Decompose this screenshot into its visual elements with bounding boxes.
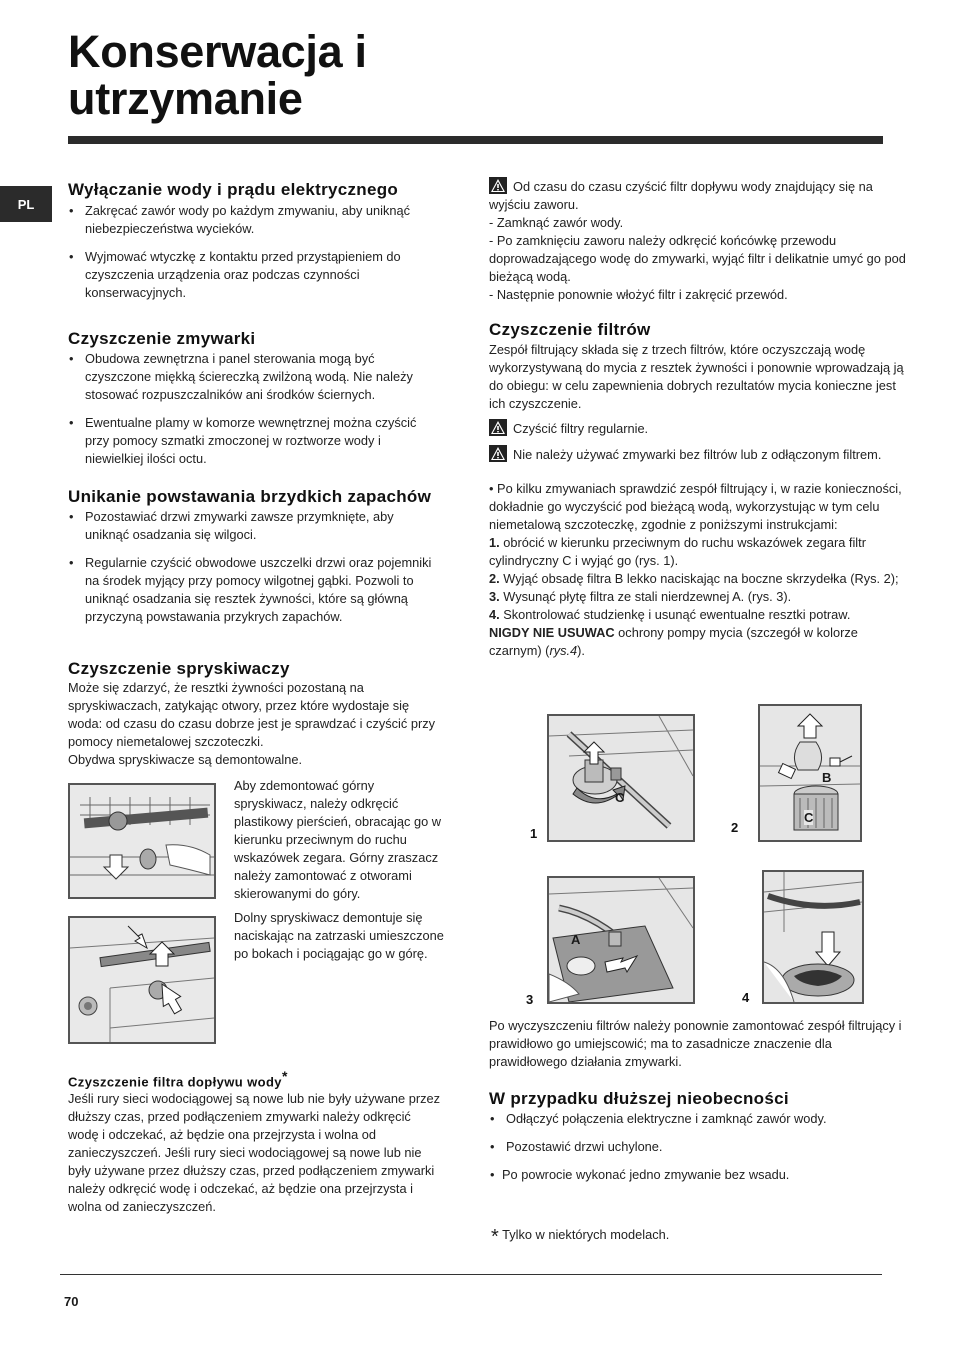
- warning-icon: [489, 419, 507, 436]
- warning-clean-filters: Czyścić filtry regularnie.: [489, 419, 911, 438]
- page-title: [68, 28, 367, 122]
- page-number: 70: [64, 1294, 79, 1309]
- footnote-marker: *: [491, 1226, 499, 1248]
- paragraph: • Po kilku zmywaniach sprawdzić zespół filtrujący i, w razie konieczności, dokładnie go wyczyścić pod bieżącą wodą, wykorzystując w tym celu niemetalową szczoteczkę, zgodnie z poniższymi instrukcjami:: [489, 481, 902, 532]
- section-heading: Czyszczenie spryskiwaczy: [68, 659, 290, 678]
- note-line: - Następnie ponownie włożyć filtr i zakręcić przewód.: [489, 287, 788, 302]
- step: 2. Wyjąć obsadę filtra B lekko naciskając na boczne skrzydełka (Rys. 2);: [489, 571, 899, 586]
- warning-icon: [489, 177, 507, 194]
- bullet-item: • Po powrocie wykonać jedno zmywanie bez wsadu.: [489, 1166, 907, 1184]
- figure-number-4: 4: [742, 990, 750, 1005]
- section-heading: Unikanie powstawania brzydkich zapachów: [68, 487, 432, 506]
- section-odours: [68, 487, 440, 636]
- label-b: B: [822, 770, 832, 785]
- title-rule: [68, 136, 883, 144]
- footnote: * Tylko w niektórych modelach.: [491, 1226, 670, 1248]
- filter-figure-4: [762, 870, 864, 1004]
- bullet-item: • Wyjmować wtyczkę z kontaktu przed przystąpieniem do czyszczenia urządzenia oraz podczas czynności konserwacyjnych.: [68, 248, 440, 302]
- figure-number-1: 1: [530, 826, 538, 841]
- note-line: - Po zamknięciu zaworu należy odkręcić końcówkę przewodu doprowadzającego wodę do zmywarki, wyjąć filtr i delikatnie umyć go pod bieżącą wodą.: [489, 233, 906, 284]
- upper-spray-arm-figure: [68, 783, 216, 899]
- label-a: A: [571, 932, 581, 947]
- section-heading: Czyszczenie filtra dopływu wody*: [68, 1068, 288, 1090]
- filter-instructions: [489, 480, 907, 660]
- lower-spray-arm-text: Dolny spryskiwacz demontuje się naciskając na zatrzaski umieszczone po bokach i pociągając go w górę.: [234, 910, 444, 961]
- footnote-marker: *: [281, 1068, 288, 1084]
- note-line: Od czasu do czasu czyścić filtr dopływu wody znajdujący się na wyjściu zaworu.: [489, 179, 873, 212]
- bullet-item: • Zakręcać zawór wody po każdym zmywaniu, aby uniknąć niebezpieczeństwa wycieków.: [68, 202, 440, 238]
- figure-number-3: 3: [526, 992, 534, 1007]
- section-long-absence: [489, 1089, 907, 1194]
- step: NIGDY NIE USUWAC ochrony pompy mycia (szczegół w kolorze czarnym) (rys.4).: [489, 625, 858, 658]
- bullet-item: • Pozostawić drzwi uchylone.: [489, 1138, 907, 1156]
- title-line-2: utrzymanie: [68, 73, 303, 124]
- bullet-item: • Odłączyć połączenia elektryczne i zamknąć zawór wody.: [489, 1110, 907, 1128]
- paragraph: Może się zdarzyć, że resztki żywności pozostaną na spryskiwaczach, zatykając otwory, przez które wydostaje się woda: od czasu do czasu dobrze jest je sprawdzać i czyścić przy pomocy niemetalowej szczoteczki.: [68, 680, 436, 749]
- section-heading: W przypadku dłuższej nieobecności: [489, 1089, 789, 1108]
- bullet-item: • Pozostawiać drzwi zmywarki zawsze przymknięte, aby uniknąć osadzania się wilgoci.: [68, 508, 440, 544]
- bullet-item: • Regularnie czyścić obwodowe uszczelki drzwi oraz pojemniki na środek myjący przy pomocy wilgotnej gąbki. Pozwoli to uniknąć osadzania się resztek żywności, które są główną przyczyną powstawania przykrych zapachów.: [68, 554, 440, 626]
- section-water-power: [68, 180, 440, 312]
- step: 3. Wysunąć płytę filtra ze stali nierdzewnej A. (rys. 3).: [489, 589, 792, 604]
- section-spray-arms: [68, 659, 444, 769]
- note-line: - Zamknąć zawór wody.: [489, 215, 624, 230]
- section-heading: Czyszczenie zmywarki: [68, 329, 256, 348]
- footer-rule: [60, 1274, 882, 1275]
- warning-no-filters: Nie należy używać zmywarki bez filtrów lub z odłączonym filtrem.: [489, 445, 919, 464]
- lower-spray-arm-figure: [68, 916, 216, 1044]
- figure-number-2: 2: [731, 820, 739, 835]
- paragraph: Zespół filtrujący składa się z trzech filtrów, które oczyszczają wodę wykorzystywaną do mycia z resztek żywności i ponownie wprowadzają ją do obiegu: w celu zapewnienia dobrych rezultatów mycia konieczne jest ich czyszczenie.: [489, 342, 904, 411]
- title-line-1: Konserwacja i: [68, 26, 367, 77]
- step: 4. Skontrolować studzienkę i usunąć ewentualne resztki potraw.: [489, 607, 851, 622]
- filter-figure-3: [547, 876, 695, 1004]
- section-dishwasher-cleaning: [68, 329, 440, 478]
- bullet-item: • Ewentualne plamy w komorze wewnętrznej można czyścić przy pomocy szmatki zmoczonej w roztworze wody i niewielkiej ilości octu.: [68, 414, 440, 468]
- label-c: C: [615, 790, 625, 805]
- section-heading: Wyłączanie wody i prądu elektrycznego: [68, 180, 399, 199]
- paragraph: Jeśli rury sieci wodociągowej są nowe lub nie były używane przez dłuższy czas, przed podłączeniem zmywarki należy odkręcić wodę i odczekać, aż będzie ona przejrzysta i wolna od zanieczyszczeń. Jeśli rury sieci wodociągowej są nowe lub nie były używane przez dłuższy czas, przed podłączeniem zmywarki należy odkręcić wodę i odczekać, aż będzie ona przejrzysta i wolna od zanieczyszczeń.: [68, 1091, 440, 1215]
- step: 1. obrócić w kierunku przeciwnym do ruchu wskazówek zegara filtr cylindryczny C i wyjąć go (rys. 1).: [489, 535, 866, 568]
- upper-spray-arm-text: Aby zdemontować górny spryskiwacz, należy odkręcić plastikowy pierścień, obracając go w kierunku przeciwnym do ruchu wskazówek zegara. Górny zraszacz należy zamontować z otworami skierowanymi do góry.: [234, 778, 441, 901]
- section-filters: [489, 320, 911, 413]
- filter-figure-2: [758, 704, 862, 842]
- inlet-filter-note: [489, 177, 911, 304]
- bullet-item: • Obudowa zewnętrzna i panel sterowania mogą być czyszczone miękką ściereczką zwilżoną wodą. Nie należy stosować rozpuszczalników ani środków ściernych.: [68, 350, 440, 404]
- paragraph: Obydwa spryskiwacze są demontowalne.: [68, 752, 303, 767]
- warning-icon: [489, 445, 507, 462]
- language-tab: PL: [0, 186, 52, 222]
- after-cleaning-paragraph: Po wyczyszczeniu filtrów należy ponownie zamontować zespół filtrujący i prawidłowo go umiejscowić; ma to zasadnicze znaczenie dla prawidłowego działania zmywarki.: [489, 1018, 902, 1069]
- section-heading: Czyszczenie filtrów: [489, 320, 651, 339]
- section-inlet-filter: [68, 1068, 444, 1216]
- filter-figure-1: [547, 714, 695, 842]
- label-c: C: [804, 810, 814, 825]
